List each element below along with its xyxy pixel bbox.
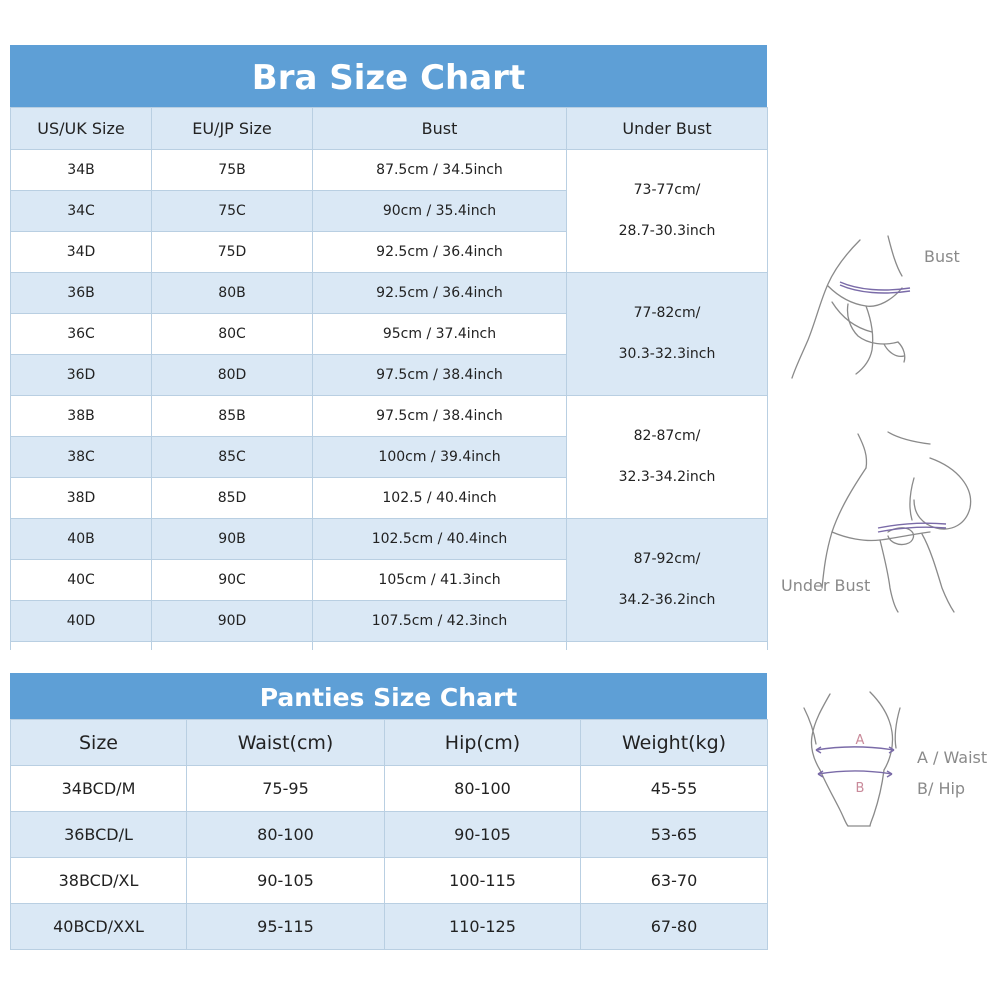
us-uk-size-cell: 36B [11,273,152,314]
panties-size-chart [10,673,767,950]
under-bust-cell [567,396,768,519]
table-row [11,858,768,904]
weight-cell: 53-65 [581,812,768,858]
us-uk-size-cell: 34D [11,232,152,273]
eu-jp-size-cell: 80D [152,355,313,396]
eu-jp-size-cell: 85D [152,478,313,519]
size-cell: 36BCD/L [11,812,187,858]
us-uk-size-cell: 38C [11,437,152,478]
size-cell: 38BCD/XL [11,858,187,904]
bust-cell: 90cm / 35.4inch [313,191,567,232]
header-eu-jp-size: EU/JP Size [152,108,313,150]
waist-label: A / Waist [917,748,988,767]
table-row [11,519,768,560]
waist-cell: 90-105 [187,858,385,904]
header-size: Size [11,720,187,766]
under-bust-cm: 82-87cm/ [633,428,701,444]
header-under-bust: Under Bust [567,108,768,150]
weight-cell: 45-55 [581,766,768,812]
table-row [11,396,768,437]
hip-cell: 110-125 [385,904,581,950]
table-row [11,766,768,812]
bust-cell: 92.5cm / 36.4inch [313,273,567,314]
under-bust-label: Under Bust [781,576,871,595]
waist-marker: A [855,733,865,748]
under-bust-inch: 30.3-32.3inch [618,346,716,362]
under-bust-inch: 34.2-36.2inch [618,592,716,608]
eu-jp-size-cell: 90B [152,519,313,560]
panties-chart-title: Panties Size Chart [10,673,767,719]
header-hip: Hip(cm) [385,720,581,766]
table-row [11,273,768,314]
bra-header-row [11,108,768,150]
eu-jp-size-cell: 90C [152,560,313,601]
bust-cell: 97.5cm / 38.4inch [313,355,567,396]
bust-cell: 92.5cm / 36.4inch [313,232,567,273]
hip-label: B/ Hip [917,779,966,798]
bust-cell: 87.5cm / 34.5inch [313,150,567,191]
panties-size-table [10,719,768,950]
bra-size-table [10,107,768,650]
header-weight: Weight(kg) [581,720,768,766]
weight-cell: 63-70 [581,858,768,904]
us-uk-size-cell: 38D [11,478,152,519]
eu-jp-size-cell: 85C [152,437,313,478]
waist-cell: 75-95 [187,766,385,812]
header-bust: Bust [313,108,567,150]
header-waist: Waist(cm) [187,720,385,766]
size-cell: 34BCD/M [11,766,187,812]
table-row [11,904,768,950]
under-bust-cell [567,273,768,396]
eu-jp-size-cell: 90D [152,601,313,642]
under-bust-inch: 28.7-30.3inch [618,223,716,239]
us-uk-size-cell: 36C [11,314,152,355]
us-uk-size-cell: 40C [11,560,152,601]
hip-marker: B [855,781,865,796]
table-tail-row [11,642,768,650]
table-row [11,812,768,858]
bust-illustration [788,232,918,382]
under-bust-cm: 77-82cm/ [633,305,701,321]
weight-cell: 67-80 [581,904,768,950]
us-uk-size-cell: 34B [11,150,152,191]
bra-size-chart [10,45,767,650]
us-uk-size-cell: 40D [11,601,152,642]
bust-cell: 107.5cm / 42.3inch [313,601,567,642]
us-uk-size-cell: 40B [11,519,152,560]
us-uk-size-cell: 34C [11,191,152,232]
under-bust-cm: 87-92cm/ [633,551,701,567]
bust-label: Bust [924,247,960,266]
hip-cell: 90-105 [385,812,581,858]
hip-cell: 80-100 [385,766,581,812]
eu-jp-size-cell: 75C [152,191,313,232]
under-bust-cm: 73-77cm/ [633,182,701,198]
bust-cell: 97.5cm / 38.4inch [313,396,567,437]
bust-cell: 100cm / 39.4inch [313,437,567,478]
hip-cell: 100-115 [385,858,581,904]
panties-header-row [11,720,768,766]
table-row [11,150,768,191]
size-cell: 40BCD/XXL [11,904,187,950]
eu-jp-size-cell: 85B [152,396,313,437]
under-bust-cell [567,150,768,273]
eu-jp-size-cell: 75D [152,232,313,273]
eu-jp-size-cell: 75B [152,150,313,191]
bust-cell: 102.5cm / 40.4inch [313,519,567,560]
eu-jp-size-cell: 80C [152,314,313,355]
bust-cell: 105cm / 41.3inch [313,560,567,601]
header-us-uk-size: US/UK Size [11,108,152,150]
waist-cell: 80-100 [187,812,385,858]
eu-jp-size-cell: 80B [152,273,313,314]
bust-cell: 102.5 / 40.4inch [313,478,567,519]
waist-hip-illustration [800,688,910,828]
us-uk-size-cell: 38B [11,396,152,437]
bra-chart-title: Bra Size Chart [10,45,767,107]
under-bust-cell [567,519,768,642]
waist-cell: 95-115 [187,904,385,950]
bust-cell: 95cm / 37.4inch [313,314,567,355]
us-uk-size-cell: 36D [11,355,152,396]
under-bust-inch: 32.3-34.2inch [618,469,716,485]
